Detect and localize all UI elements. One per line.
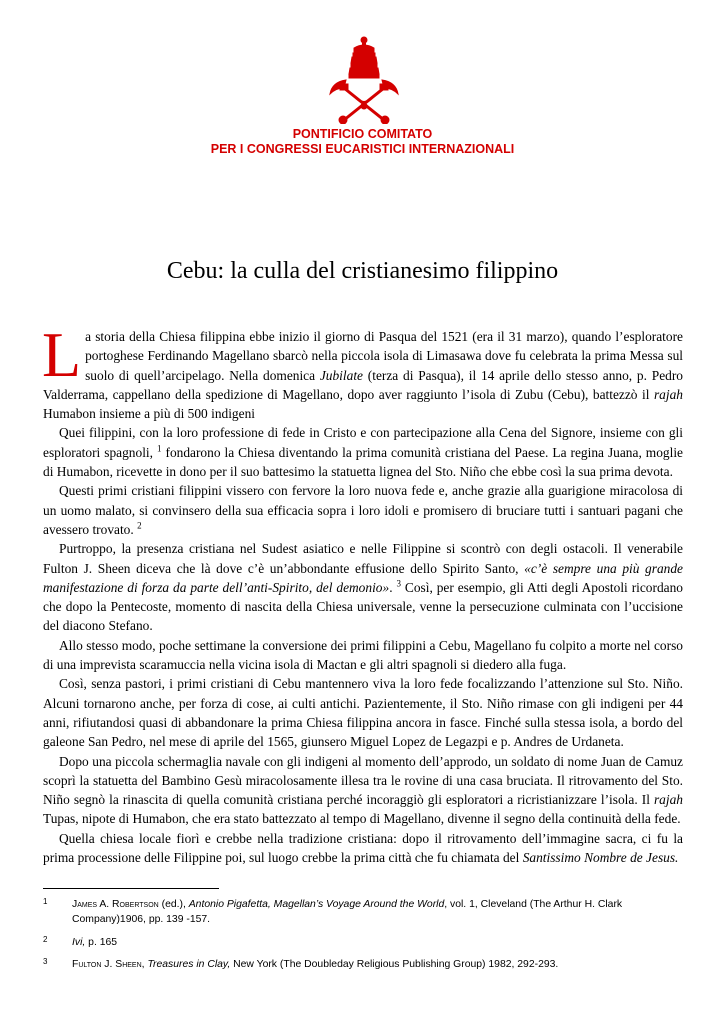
footnote-ref-1[interactable]: 1 [156, 443, 162, 454]
footnote-number: 1 [43, 897, 48, 906]
paragraph-7: Dopo una piccola schermaglia navale con gli indigeni al momento dell’approdo, un soldato di nome Juan de Camuz scoprì la statuetta del Bambino Gesù miracolosamente illesa tra le rovine di una casa bruciata. Il ritrovamento del Sto. Niño segnò la rinascita di quella comunità cristiana perché incoraggiò gli esploratori a ricristianizzare l’isola. Il rajah Tupas, nipote di Humabon, che era stato battezzato al tempo di Magellano, divenne il segno della continuità della fede. [43, 753, 683, 827]
paragraph-2: Quei filippini, con la loro professione di fede in Cristo e con partecipazione alla Cena del Signore, insieme con gli esploratori spagnoli, $^1$ fondarono la Chiesa diventando la prima comunità cristiana del Paese. La regina Juana, moglie di Humabon, ricevette in dono per il suo battesimo la statuetta lignea del Sto. Niño che ebbe così la sua prima devota. [43, 425, 683, 480]
article-body [42, 319, 683, 867]
paragraph-8: Quella chiesa locale fiorì e crebbe nella tradizione cristiana: dopo il ritrovamento dell’immagine sacra, ci fu la prima processione delle Filippine poi, sul luogo crebbe la prima città che fu chiamata del Santissimo Nombre de Jesus. [43, 830, 683, 866]
footnote-separator [43, 888, 219, 889]
paragraph-3: Questi primi cristiani filippini vissero con fervore la loro nuova fede e, anche grazie alla guarigione miracolosa di un uomo malato, si convinsero della sua efficacia sopra i loro idoli e promisero di bruciare tutti i santuari pagani che avessero trovato. $^2$ [43, 483, 683, 537]
footnote-ref-2[interactable]: 2 [137, 520, 142, 531]
organization-name-line1: PONTIFICIO COMITATO [292, 127, 433, 141]
document-page: PONTIFICIO COMITATO PER I CONGRESSI EUCARISTICI INTERNAZIONALI Cebu: la culla del cristianesimo filippino La storia della Chiesa filippina ebbe inizio il giorno di Pasqua del 1521 (era il 31 marzo), quando l’esploratore portoghese Ferdinando Magellano sbarcò nella piccola isola di Limasawa dove fu celebrata la prima Messa sul suolo di quell’arcipelago. Nella domenica Jubilate (terza di Pasqua), il 14 aprile dello stesso anno, p. Pedro Valderrama, cappellano della spedizione di Magellano, dopo aver raggiunto l’isola di Zubu (Cebu), battezzò il rajah Humabon insieme a più di 500 indigeni Quei filippini, con la loro professione di fede in Cristo e con partecipazione alla Cena del Signore, insieme con gli esploratori spagnoli, $^1$ fondarono la Chiesa diventando la prima comunità cristiana del Paese. La regina Juana, moglie di Humabon, ricevette in dono per il suo battesimo la statuetta lignea del Sto. Niño che ebbe così la sua prima devota. Questi primi cristiani filippini vissero con fervore la loro nuova fede e, anche grazie alla guarigione miracolosa di un uomo malato, si convinsero della sua efficacia sopra i loro idoli e promisero di bruciare tutti i santuari pagani che avessero trovato. $^2$ Purtroppo, la presenza cristiana nel Sudest asiatico e nelle Filippine si scontrò con degli ostacoli. Il venerabile Fulton J. Sheen diceva che là dove c’è un’abbondante effusione dello Spirito Santo, «c’è sempre una più grande manifestazione di forza da parte dell’anti-Spirito, del demonio». $^3$ Così, per esempio, gli Atti degli Apostoli ricordano che dopo la Pentecoste, momento di nascita della Chiesa universale, venne la persecuzione culminata con l’uccisione del diacono Stefano. Allo stesso modo, poche settimane la conversione dei primi filippini a Cebu, Magellano fu colpito a morte nel corso di una imprevista scaramuccia nella vicina isola di Mactan e gli altri spagnoli si diedero alla fuga. Così, senza pastori, i primi cristiani di Cebu mantennero viva la loro fede focalizzando l’attenzione sul Sto. Niño. Alcuni tornarono anche, per forza di cose, ai culti antichi. Pazientemente, il Sto. Niño rimase con gli indigeni per 44 anni, rifiutandosi quasi di abbandonare la prima Chiesa filippina ancora in fasce. Finché sulla stessa isola, a bordo del galeone San Pedro, nel mese di aprile del 1565, giunsero Miguel Lopez de Legazpi e p. Andres de Urdaneta. Dopo una piccola schermaglia navale con gli indigeni al momento dell’approdo, un soldato di nome Juan de Camuz scoprì la statuetta del Bambino Gesù miracolosamente illesa tra le rovine di una casa bruciata. Il ritrovamento del Sto. Niño segnò la rinascita di quella comunità cristiana perché incoraggiò gli esploratori a ricristianizzare l’isola. Il rajah Tupas, nipote di Humabon, che era stato battezzato al tempo di Magellano, divenne il segno della continuità della fede. Quella chiesa locale fiorì e crebbe nella tradizione cristiana: dopo il ritrovamento dell’immagine sacra, ci fu la prima processione delle Filippine poi, sul luogo crebbe la prima città che fu chiamata del Santissimo Nombre de Jesus. 1 James A. Robertson (ed.), Antonio Pigafetta, Magellan’s Voyage Around the World, vol. 1, Cleveland (The Arthur H. Clark Company)1906, pp. 139 -157. 2 Ivi, p. 165 3 Fulton J. Sheen, Treasures in Clay, New York (The Doubleday Religious Publishing Group) 1982, 292-293. [0, 0, 725, 1024]
footnote-number: 3 [43, 957, 48, 966]
drop-cap: L [42, 319, 82, 390]
papal-coat-of-arms-icon [326, 36, 402, 124]
footnote-ref-3[interactable]: 3 [396, 578, 401, 589]
paragraph-5: Allo stesso modo, poche settimane la conversione dei primi filippini a Cebu, Magellano fu colpito a morte nel corso di una imprevista scaramuccia nella vicina isola di Mactan e gli altri spagnoli si diedero alla fuga. [43, 637, 683, 673]
paragraph-4: Purtroppo, la presenza cristiana nel Sudest asiatico e nelle Filippine si scontrò con degli ostacoli. Il venerabile Fulton J. Sheen diceva che là dove c’è un’abbondante effusione dello Spirito Santo, «c’è sempre una più grande manifestazione di forza da parte dell’anti-Spirito, del demonio». $^3$ Così, per esempio, gli Atti degli Apostoli ricordano che dopo la Pentecoste, momento di nascita della Chiesa universale, venne la persecuzione culminata con l’uccisione del diacono Stefano. [43, 541, 683, 634]
organization-name-line2: PER I CONGRESSI EUCARISTICI INTERNAZIONALI [210, 142, 515, 156]
document-title: Cebu: la culla del cristianesimo filippino [166, 258, 559, 284]
paragraph-1: La storia della Chiesa filippina ebbe inizio il giorno di Pasqua del 1521 (era il 31 marzo), quando l’esploratore portoghese Ferdinando Magellano sbarcò nella piccola isola di Limasawa dove fu celebrata la prima Messa sul suolo di quell’arcipelago. Nella domenica Jubilate (terza di Pasqua), il 14 aprile dello stesso anno, p. Pedro Valderrama, cappellano della spedizione di Magellano, dopo aver raggiunto l’isola di Zubu (Cebu), battezzò il rajah Humabon insieme a più di 500 indigeni [42, 319, 683, 422]
paragraph-6: Così, senza pastori, i primi cristiani di Cebu mantennero viva la loro fede focalizzando l’attenzione sul Sto. Niño. Alcuni tornarono anche, per forza di cose, ai culti antichi. Pazientemente, il Sto. Niño rimase con gli indigeni per 44 anni, rifiutandosi quasi di abbandonare la prima Chiesa filippina ancora in fasce. Finché sulla stessa isola, a bordo del galeone San Pedro, nel mese di aprile del 1565, giunsero Miguel Lopez de Legazpi e p. Andres de Urdaneta. [43, 676, 683, 750]
footnote-number: 2 [43, 935, 48, 944]
